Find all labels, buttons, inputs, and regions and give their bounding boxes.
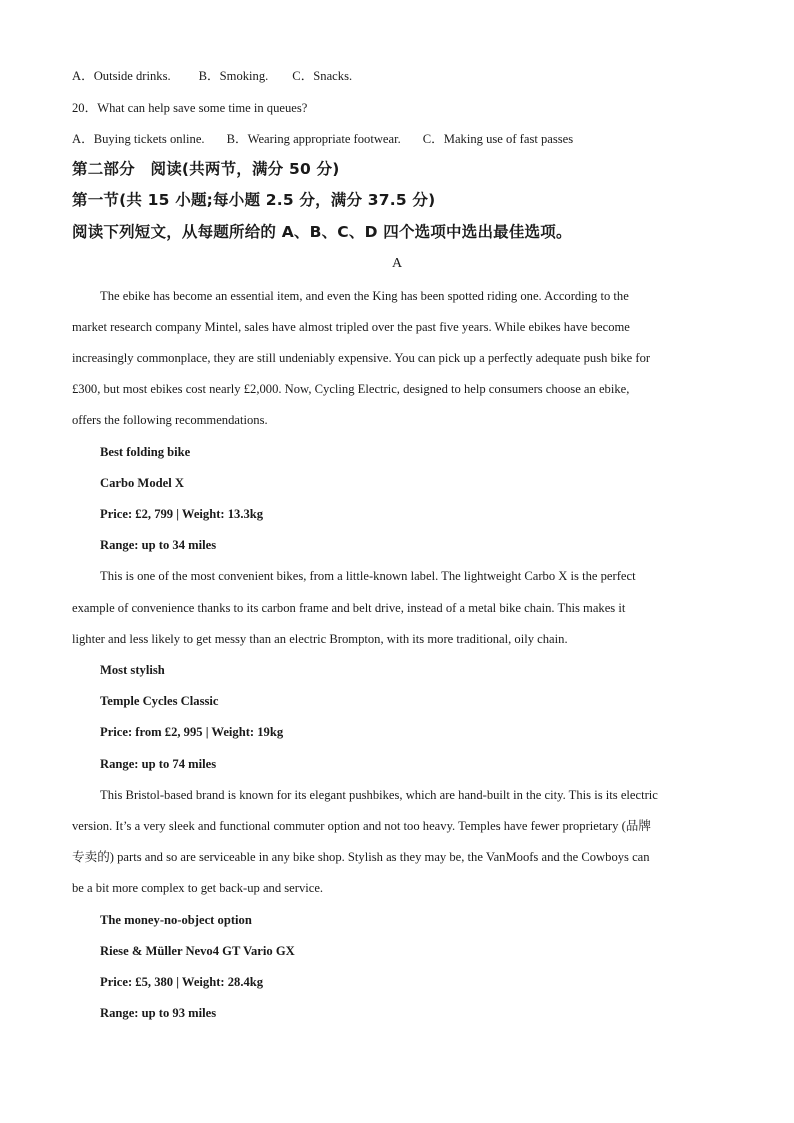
bike-description-line: 专卖的) parts and so are serviceable in any bike shop. Stylish as they may be, the VanMoofs and the Cowboys can <box>72 850 650 864</box>
q19-options <box>72 68 722 84</box>
bike-category: The money-no-object option <box>100 913 252 927</box>
bike-description-line: lighter and less likely to get messy than an electric Brompton, with its more traditional, oily chain. <box>72 632 568 646</box>
intro-line: offers the following recommendations. <box>72 413 268 427</box>
bike-description-line: example of convenience thanks to its carbon frame and belt drive, instead of a metal bike chain. This makes it <box>72 601 626 615</box>
bike-price: Price: £2, 799 | Weight: 13.3kg <box>100 507 264 521</box>
passage-letter: A <box>391 256 403 271</box>
q19-option-a: A．Outside drinks. <box>72 69 171 83</box>
intro-line: increasingly commonplace, they are still undeniably expensive. You can pick up a perfectly adequate push bike for <box>72 351 651 365</box>
bike-name: Carbo Model X <box>100 476 184 490</box>
bike-description-line: be a bit more complex to get back-up and service. <box>72 881 324 895</box>
bike-price: Price: from £2, 995 | Weight: 19kg <box>100 725 284 739</box>
q20-question: 20．What can help save some time in queues? <box>72 101 308 115</box>
bike-range: Range: up to 74 miles <box>100 757 217 771</box>
intro-line: £300, but most ebikes cost nearly £2,000. Now, Cycling Electric, designed to help consumers choose an ebike, <box>72 382 630 396</box>
instruction: 阅读下列短文，从每题所给的 A、B、C、D 四个选项中选出最佳选项。 <box>72 223 572 241</box>
q20-options <box>72 131 722 147</box>
subsection-title: 第一节(共 15 小题;每小题 2.5 分，满分 37.5 分) <box>72 191 436 209</box>
bike-range: Range: up to 34 miles <box>100 538 217 552</box>
q19-option-b: B．Smoking. <box>198 69 269 83</box>
bike-description-line: This is one of the most convenient bikes, from a little-known label. The lightweight Carbo X is the perfect <box>100 569 636 583</box>
q20-option-b: B．Wearing appropriate footwear. <box>226 132 401 146</box>
q20-option-a: A．Buying tickets online. <box>72 132 205 146</box>
intro-line: market research company Mintel, sales have almost tripled over the past five years. While ebikes have become <box>72 320 630 334</box>
bike-description-line: version. It’s a very sleek and functional commuter option and not too heavy. Temples have fewer proprietary (品牌 <box>72 819 651 833</box>
intro-line: The ebike has become an essential item, and even the King has been spotted riding one. According to the <box>100 289 629 303</box>
bike-range: Range: up to 93 miles <box>100 1006 217 1020</box>
bike-category: Most stylish <box>100 663 165 677</box>
bike-name: Riese & Müller Nevo4 GT Vario GX <box>100 944 295 958</box>
q19-option-c: C．Snacks. <box>292 69 353 83</box>
bike-name: Temple Cycles Classic <box>100 694 219 708</box>
bike-category: Best folding bike <box>100 445 191 459</box>
bike-description-line: This Bristol-based brand is known for its elegant pushbikes, which are hand-built in the city. This is its electric <box>100 788 658 802</box>
part-title: 第二部分 阅读(共两节，满分 50 分) <box>72 160 340 178</box>
q20-option-c: C．Making use of fast passes <box>422 132 574 146</box>
bike-price: Price: £5, 380 | Weight: 28.4kg <box>100 975 264 989</box>
